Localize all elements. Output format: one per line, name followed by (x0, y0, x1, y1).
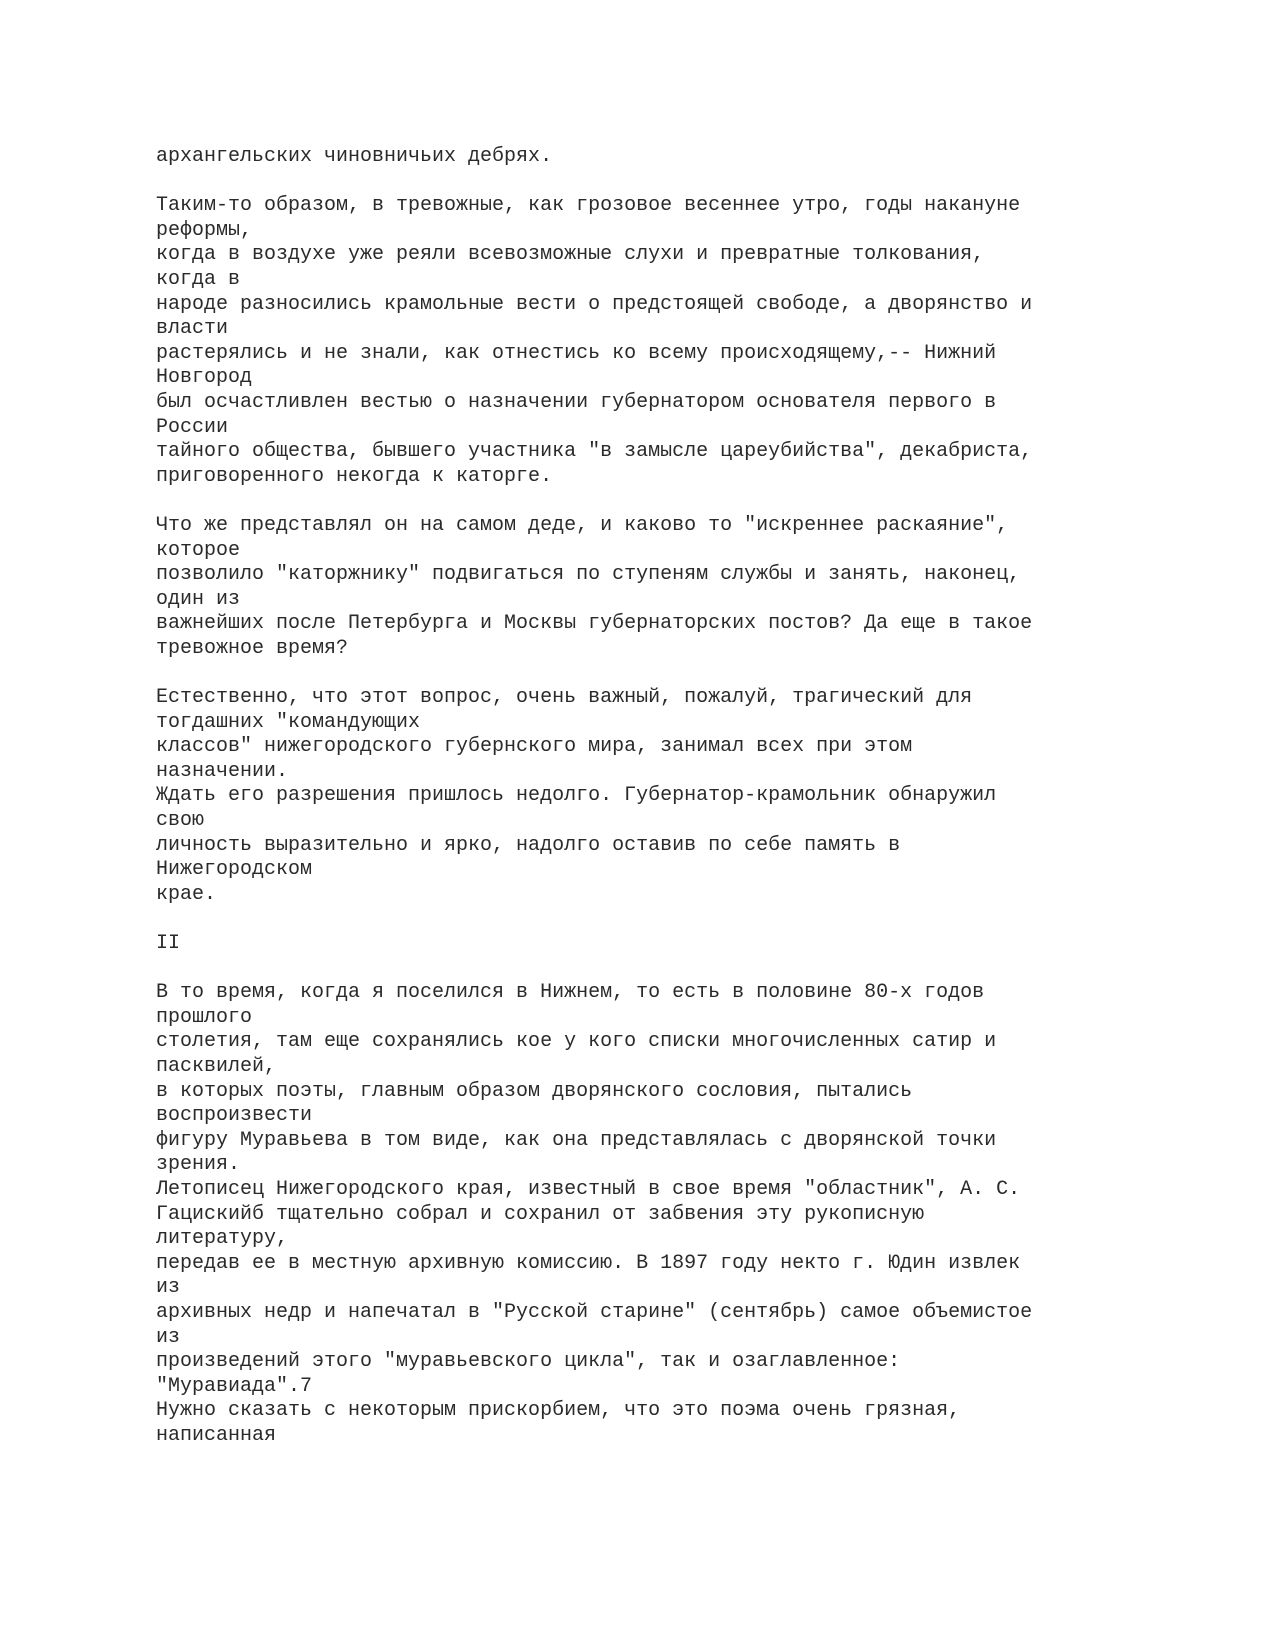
text-line: Летописец Нижегородского края, известный в свое время "областник", А. С. (156, 1177, 1021, 1201)
text-line: классов" нижегородского губернского мира, занимал всех при этом (156, 735, 913, 759)
paragraph (156, 686, 1216, 907)
text-line: один из (156, 587, 241, 611)
text-line: позволило "каторжнику" подвигаться по ступеням службы и занять, наконец, (156, 563, 1021, 587)
text-line: тогдашних "командующих (156, 710, 421, 734)
text-line: назначении. (156, 759, 289, 783)
text-line: тревожное время? (156, 636, 349, 660)
paragraph-gap (156, 170, 1216, 195)
text-line: архивных недр и напечатал в "Русской старине" (сентябрь) самое объемистое (156, 1300, 1033, 1324)
text-line: власти (156, 317, 229, 341)
paragraph (156, 514, 1216, 662)
text-line: крае. (156, 882, 217, 906)
text-line: приговоренного некогда к каторге. (156, 464, 553, 488)
text-line: произведений этого "муравьевского цикла", так и озаглавленное: (156, 1350, 901, 1374)
paragraph-gap (156, 957, 1216, 982)
paragraph-gap (156, 661, 1216, 686)
text-line: пасквилей, (156, 1054, 277, 1078)
text-line: свою (156, 809, 205, 833)
document-page (156, 145, 1216, 1448)
text-line: из (156, 1276, 181, 1300)
text-line: столетия, там еще сохранялись кое у кого списки многочисленных сатир и (156, 1030, 997, 1054)
text-line: Нижегородском (156, 858, 313, 882)
text-line: когда в (156, 267, 241, 291)
paragraph-gap (156, 489, 1216, 514)
paragraph-gap (156, 907, 1216, 932)
text-line: В то время, когда я поселился в Нижнем, то есть в половине 80-х годов (156, 981, 985, 1005)
text-line: зрения. (156, 1153, 241, 1177)
text-line: прошлого (156, 1005, 253, 1029)
text-line: России (156, 415, 229, 439)
text-line: "Муравиада".7 (156, 1374, 313, 1398)
paragraph (156, 981, 1216, 1448)
text-line: Таким-то образом, в тревожные, как грозовое весеннее утро, годы накануне (156, 194, 1021, 218)
text-line: которое (156, 538, 241, 562)
paragraph (156, 194, 1216, 489)
text-line: Естественно, что этот вопрос, очень важный, пожалуй, трагический для (156, 686, 973, 710)
text-line: личность выразительно и ярко, надолго оставив по себе память в (156, 833, 901, 857)
text-line: передав ее в местную архивную комиссию. В 1897 году некто г. Юдин извлек (156, 1251, 1021, 1275)
text-line: Нужно сказать с некоторым прискорбием, что это поэма очень грязная, (156, 1399, 961, 1423)
text-line: Гацискийб тщательно собрал и сохранил от забвения эту рукописную (156, 1202, 925, 1226)
text-line: тайного общества, бывшего участника "в замысле цареубийства", декабриста, (156, 440, 1033, 464)
section-heading (156, 932, 1216, 957)
text-line: реформы, (156, 218, 253, 242)
text-line: был осчастливлен вестью о назначении губернатором основателя первого в (156, 390, 997, 414)
paragraph (156, 145, 1216, 170)
text-line: литературу, (156, 1227, 289, 1251)
text-line: архангельских чиновничьих дебрях. (156, 145, 553, 168)
text-line: Новгород (156, 366, 253, 390)
text-line: написанная (156, 1423, 277, 1447)
text-line: фигуру Муравьева в том виде, как она представлялась с дворянской точки (156, 1128, 997, 1152)
text-line: из (156, 1325, 181, 1349)
text-line: народе разносились крамольные вести о предстоящей свободе, а дворянство и (156, 292, 1033, 316)
text-line: в которых поэты, главным образом дворянского сословия, пытались (156, 1079, 913, 1103)
text-line: Ждать его разрешения пришлось недолго. Губернатор-крамольник обнаружил (156, 784, 997, 808)
text-line: важнейших после Петербурга и Москвы губернаторских постов? Да еще в такое (156, 612, 1033, 636)
text-line: когда в воздухе уже реяли всевозможные слухи и превратные толкования, (156, 243, 985, 267)
text-line: воспроизвести (156, 1104, 313, 1128)
text-line: растерялись и не знали, как отнестись ко всему происходящему,-- Нижний (156, 341, 997, 365)
text-line: Что же представлял он на самом деде, и каково то "искреннее раскаяние", (156, 513, 1009, 537)
text-line: II (156, 932, 181, 955)
